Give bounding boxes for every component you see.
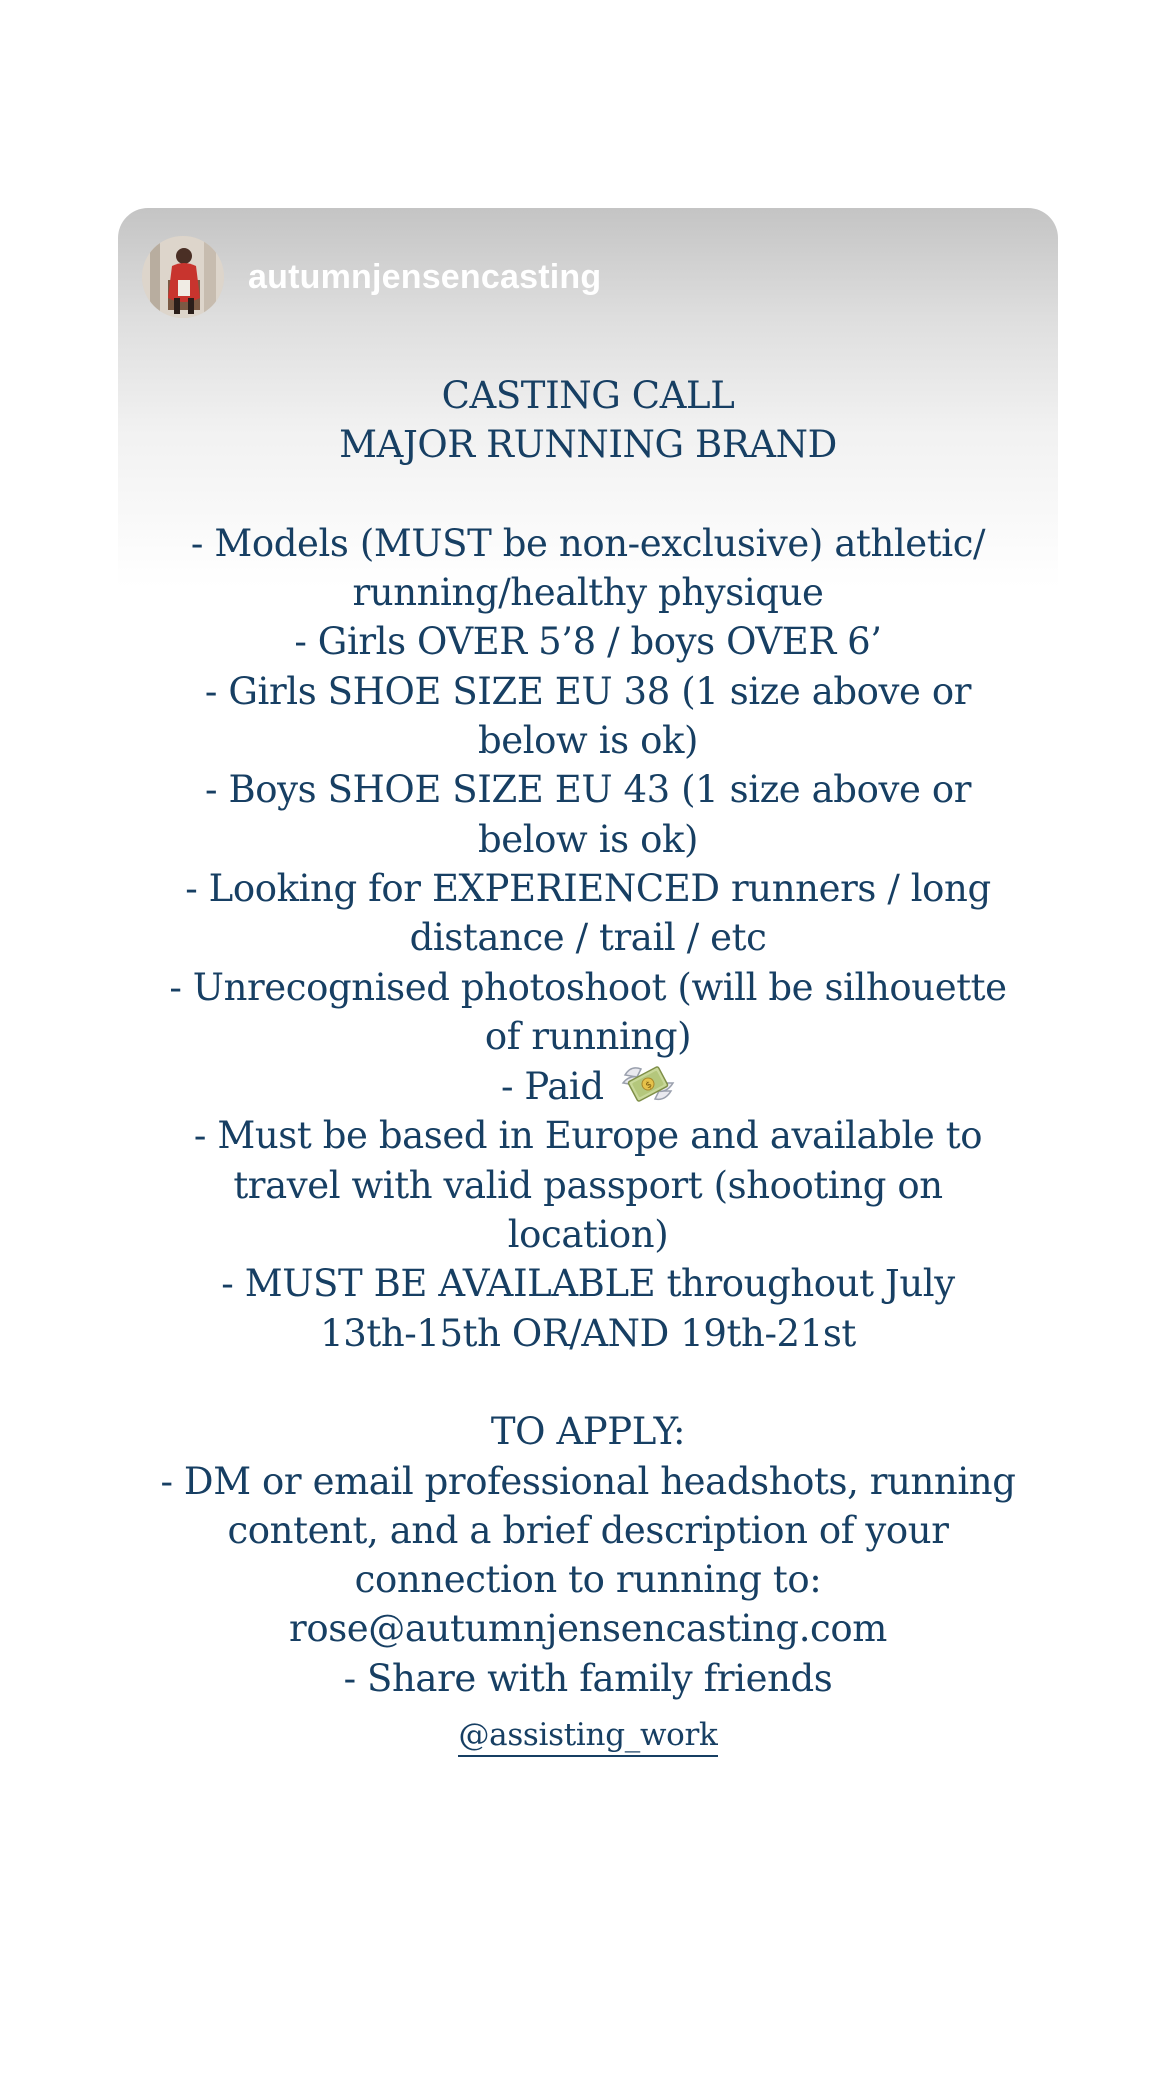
story-card [118, 208, 1058, 1848]
requirement-line: - Looking for EXPERIENCED runners / long [185, 866, 991, 910]
apply-line: connection to running to: [354, 1558, 822, 1602]
requirement-line: below is ok) [477, 817, 699, 861]
story-text [118, 371, 1058, 1757]
username[interactable]: autumnjensencasting [248, 257, 602, 296]
svg-text:$: $ [644, 1080, 654, 1092]
requirement-line: running/healthy physique [352, 571, 824, 615]
mention-sticker[interactable]: @assisting_work [458, 1715, 717, 1757]
requirement-line: travel with valid passport (shooting on [233, 1163, 943, 1207]
heading-line: CASTING CALL [441, 374, 735, 417]
requirement-line: below is ok) [477, 719, 699, 763]
email-address: rose@autumnjensencasting.com [289, 1607, 887, 1651]
money-with-wings-icon [621, 1061, 675, 1107]
apply-line: content, and a brief description of your [227, 1508, 949, 1552]
apply-line: - Share with family friends [343, 1656, 833, 1700]
requirement-line: - MUST BE AVAILABLE throughout July [221, 1262, 955, 1306]
requirement-line: - Girls SHOE SIZE EU 38 (1 size above or [204, 669, 972, 713]
heading-line: MAJOR RUNNING BRAND [339, 423, 837, 467]
spacer [118, 1358, 1058, 1407]
paid-label: - Paid [500, 1065, 604, 1109]
avatar-image [142, 236, 224, 318]
apply-heading: TO APPLY: [490, 1410, 686, 1454]
requirement-line: 13th-15th OR/AND 19th-21st [320, 1311, 856, 1355]
apply-line: - DM or email professional headshots, running [160, 1459, 1016, 1503]
spacer [118, 470, 1058, 519]
requirement-line: - Boys SHOE SIZE EU 43 (1 size above or [205, 768, 971, 812]
paid-line [118, 1061, 1058, 1111]
requirement-line: location) [507, 1213, 669, 1257]
requirement-line: - Unrecognised photoshoot (will be silhouette [169, 965, 1007, 1009]
requirement-line: of running) [484, 1014, 692, 1058]
requirement-line: - Must be based in Europe and available to [193, 1114, 983, 1158]
requirement-line: - Models (MUST be non-exclusive) athletic/ [190, 521, 986, 565]
requirement-line: distance / trail / etc [409, 916, 767, 960]
story-header [142, 236, 601, 318]
avatar[interactable] [142, 236, 224, 318]
requirement-line: - Girls OVER 5’8 / boys OVER 6’ [294, 620, 882, 664]
